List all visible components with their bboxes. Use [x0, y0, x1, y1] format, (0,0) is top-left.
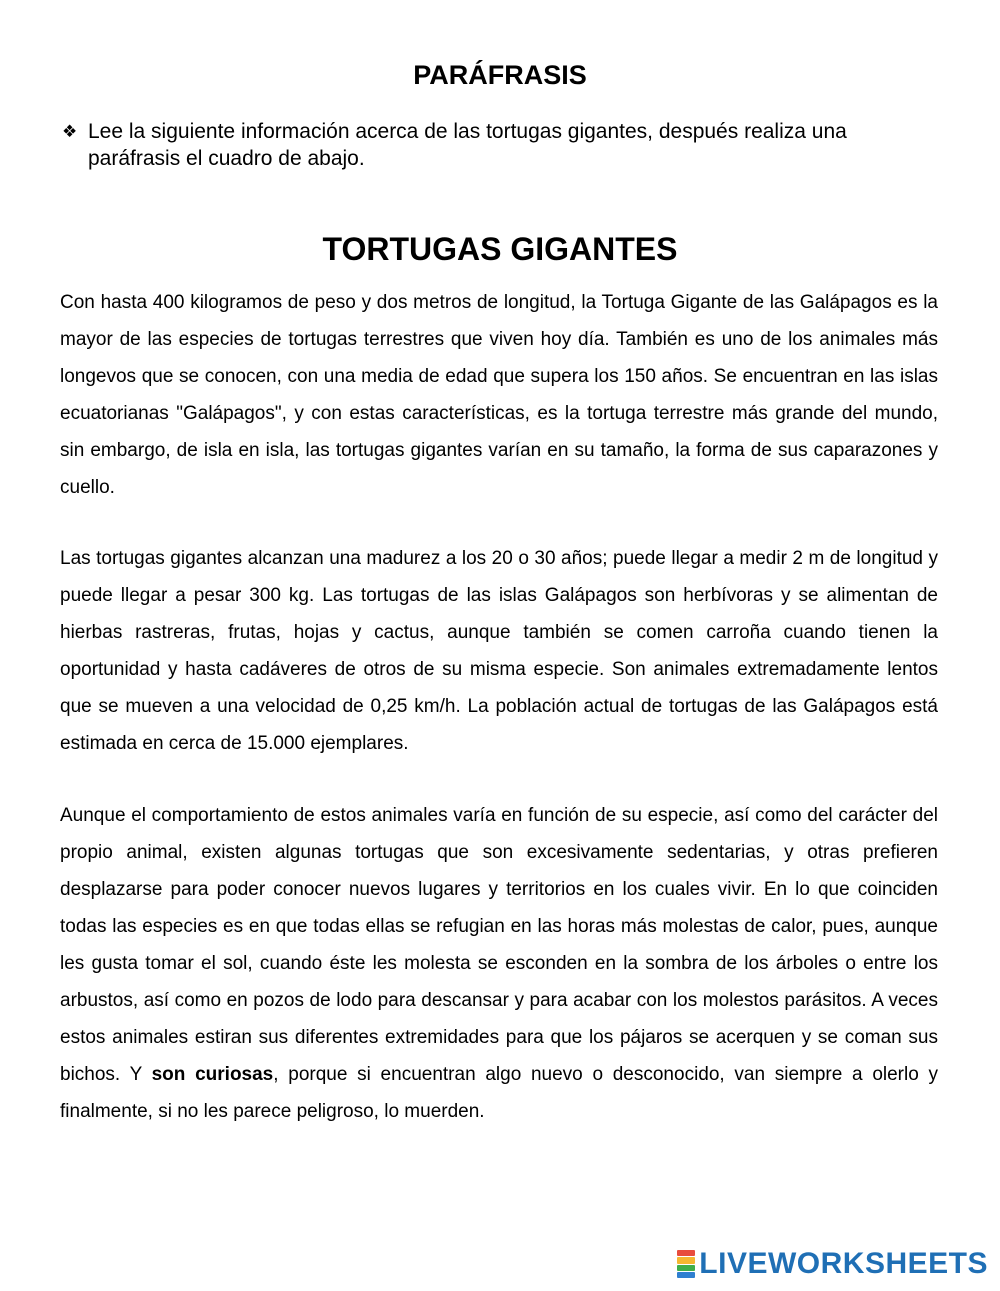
- page-title: PARÁFRASIS: [413, 60, 587, 90]
- paragraph-3-end: , porque si encuentran algo nuevo o desconocido, van siempre a olerlo y finalmente, si no les parece peligroso, lo muerden.: [60, 1064, 938, 1122]
- paragraph-1: Con hasta 400 kilogramos de peso y dos metros de longitud, la Tortuga Gigante de las Galápagos es la mayor de las especies de tortugas terrestres que viven hoy día. También es uno de los animales más longevos que se conocen, con una media de edad que supera los 150 años. Se encuentran en las islas ecuatorianas "Galápagos", y con estas características, es la tortuga terrestre más grande del mundo, sin embargo, de isla en isla, las tortugas gigantes varían en su tamaño, la forma de sus caparazones y cuello.: [60, 292, 938, 498]
- diamond-bullet-icon: ❖: [62, 122, 78, 141]
- liveworksheets-logo-text: LIVEWORKSHEETS: [699, 1247, 988, 1280]
- paragraph-2: Las tortugas gigantes alcanzan una madurez a los 20 o 30 años; puede llegar a medir 2 m de longitud y puede llegar a pesar 300 kg. Las tortugas de las islas Galápagos son herbívoras y se alimentan de hierbas rastreras, frutas, hojas y cactus, aunque también se comen carroña cuando tienen la oportunidad y hasta cadáveres de otros de su misma especie. Son animales extremadamente lentos que se mueven a una velocidad de 0,25 km/h. La población actual de tortugas de las Galápagos está estimada en cerca de 15.000 ejemplares.: [60, 548, 938, 754]
- instruction-text: Lee la siguiente información acerca de las tortugas gigantes, después realiza una paráfrasis el cuadro de abajo.: [88, 120, 847, 170]
- paragraph-3-emphasis: son curiosas: [151, 1064, 274, 1085]
- liveworksheets-logo-icon: [677, 1250, 695, 1278]
- instruction: [62, 118, 932, 172]
- logo-block-green: [677, 1265, 695, 1271]
- logo-block-blue: [677, 1272, 695, 1278]
- article-title: TORTUGAS GIGANTES: [322, 231, 678, 267]
- logo-block-yellow: [677, 1257, 695, 1263]
- liveworksheets-logo[interactable]: [677, 1249, 988, 1279]
- logo-block-red: [677, 1250, 695, 1256]
- paragraph-3: [60, 797, 938, 1130]
- paragraph-3-start: Aunque el comportamiento de estos animales varía en función de su especie, así como del carácter del propio animal, existen algunas tortugas que son excesivamente sedentarias, y otras prefieren desplazarse para poder conocer nuevos lugares y territorios en los cuales vivir. En lo que coinciden todas las especies es en que todas ellas se refugian en las horas más molestas de calor, pues, aunque les gusta tomar el sol, cuando éste les molesta se esconden en la sombra de los árboles o entre los arbustos, así como en pozos de lodo para descansar y para acabar con los molestos parásitos. A veces estos animales estiran sus diferentes extremidades para que los pájaros se acerquen y se coman sus bichos. Y: [60, 805, 938, 1085]
